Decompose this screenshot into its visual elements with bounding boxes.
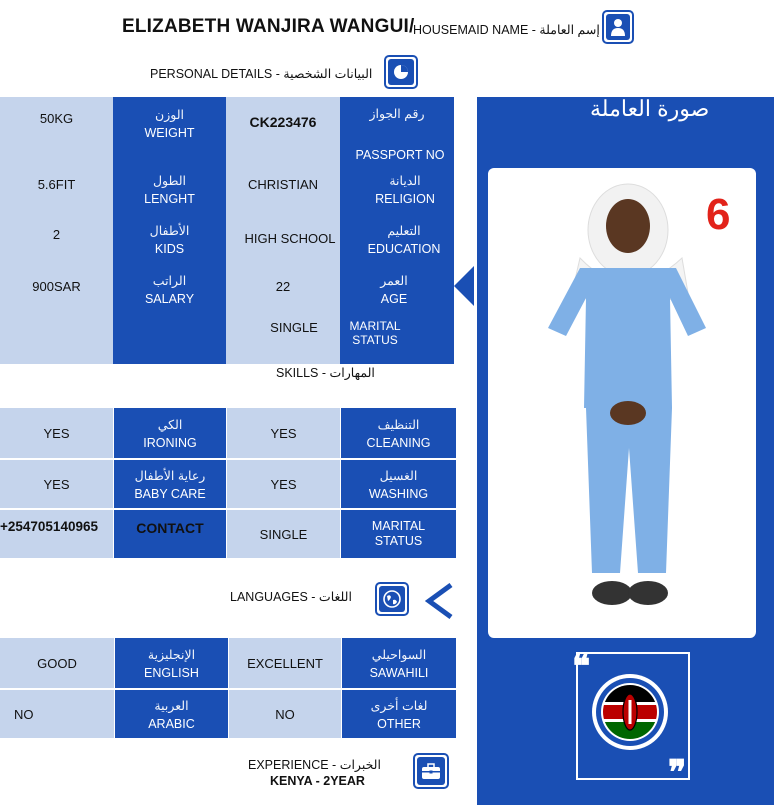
- skills-marital-label: MARITAL STATUS: [341, 510, 456, 558]
- salary-label: الراتب SALARY: [144, 273, 195, 306]
- arabic-value: NO: [0, 690, 114, 738]
- babycare-value: YES: [0, 460, 113, 508]
- weight-value: 50KG: [39, 110, 74, 126]
- ironing-value: YES: [0, 408, 113, 458]
- kids-label: الأطفال KIDS: [149, 223, 190, 256]
- contact-value[interactable]: +254705140965: [0, 510, 113, 558]
- housemaid-name-label: HOUSEMAID NAME - إسم العاملة: [413, 23, 600, 37]
- experience-label: EXPERIENCE - الخبرات: [248, 758, 381, 772]
- kenya-flag-emblem-icon: [590, 672, 670, 752]
- other-label: لغات أخرى OTHER: [342, 690, 456, 738]
- religion-value: CHRISTIAN: [247, 176, 319, 192]
- pie-chart-icon: [384, 55, 418, 89]
- contact-label: CONTACT: [114, 510, 226, 558]
- pointer-arrow-icon: [454, 266, 474, 306]
- cleaning-value: YES: [227, 408, 340, 458]
- other-value: NO: [229, 690, 341, 738]
- chevron-left-icon: [425, 583, 453, 619]
- kids-value: 2: [52, 226, 61, 242]
- personal-details-label: PERSONAL DETAILS - البيانات الشخصية: [150, 67, 373, 81]
- height-label: الطول LENGHT: [144, 173, 195, 206]
- swahili-label: السواحيلي SAWAHILI: [342, 638, 456, 688]
- age-value: 22: [275, 278, 291, 294]
- marital-value: SINGLE: [270, 319, 318, 335]
- passport-label-en: PASSPORT NO: [355, 148, 445, 162]
- salary-value: 900SAR: [32, 278, 81, 294]
- worker-number-badge: 6: [706, 190, 731, 239]
- english-value: GOOD: [0, 638, 114, 688]
- height-value: 5.6FIT: [37, 176, 76, 192]
- marital-label: MARITAL STATUS: [349, 319, 401, 347]
- arabic-label: العربية ARABIC: [115, 690, 228, 738]
- religion-label: الديانة RELIGION: [375, 173, 435, 206]
- user-icon: [602, 10, 634, 44]
- education-value: HIGH SCHOOL: [244, 230, 336, 246]
- open-quote-icon: ❝: [572, 648, 591, 686]
- globe-icon: [375, 582, 409, 616]
- english-label: الإنجليزية ENGLISH: [115, 638, 228, 688]
- washing-value: YES: [227, 460, 340, 508]
- ironing-label: الكي IRONING: [114, 408, 226, 458]
- languages-label: LANGUAGES - اللغات: [230, 590, 352, 604]
- skills-label: SKILLS - المهارات: [276, 366, 375, 380]
- age-label: العمر AGE: [380, 273, 408, 306]
- education-label: التعليم EDUCATION: [367, 223, 441, 256]
- babycare-label: رعاية الأطفال BABY CARE: [114, 460, 226, 508]
- close-quote-icon: ❞: [668, 754, 687, 792]
- passport-value: CK223476: [249, 114, 317, 130]
- washing-label: الغسيل WASHING: [341, 460, 456, 508]
- cleaning-label: التنظيف CLEANING: [341, 408, 456, 458]
- passport-label-ar: رقم الجواز: [369, 106, 425, 121]
- photo-title: صورة العاملة: [590, 96, 710, 121]
- housemaid-name: ELIZABETH WANJIRA WANGUI/: [122, 16, 415, 37]
- swahili-value: EXCELLENT: [229, 638, 341, 688]
- experience-value: KENYA - 2YEAR: [270, 774, 365, 788]
- weight-label: الوزن WEIGHT: [144, 107, 195, 140]
- briefcase-icon: [413, 753, 449, 789]
- skills-marital-value: SINGLE: [227, 510, 340, 558]
